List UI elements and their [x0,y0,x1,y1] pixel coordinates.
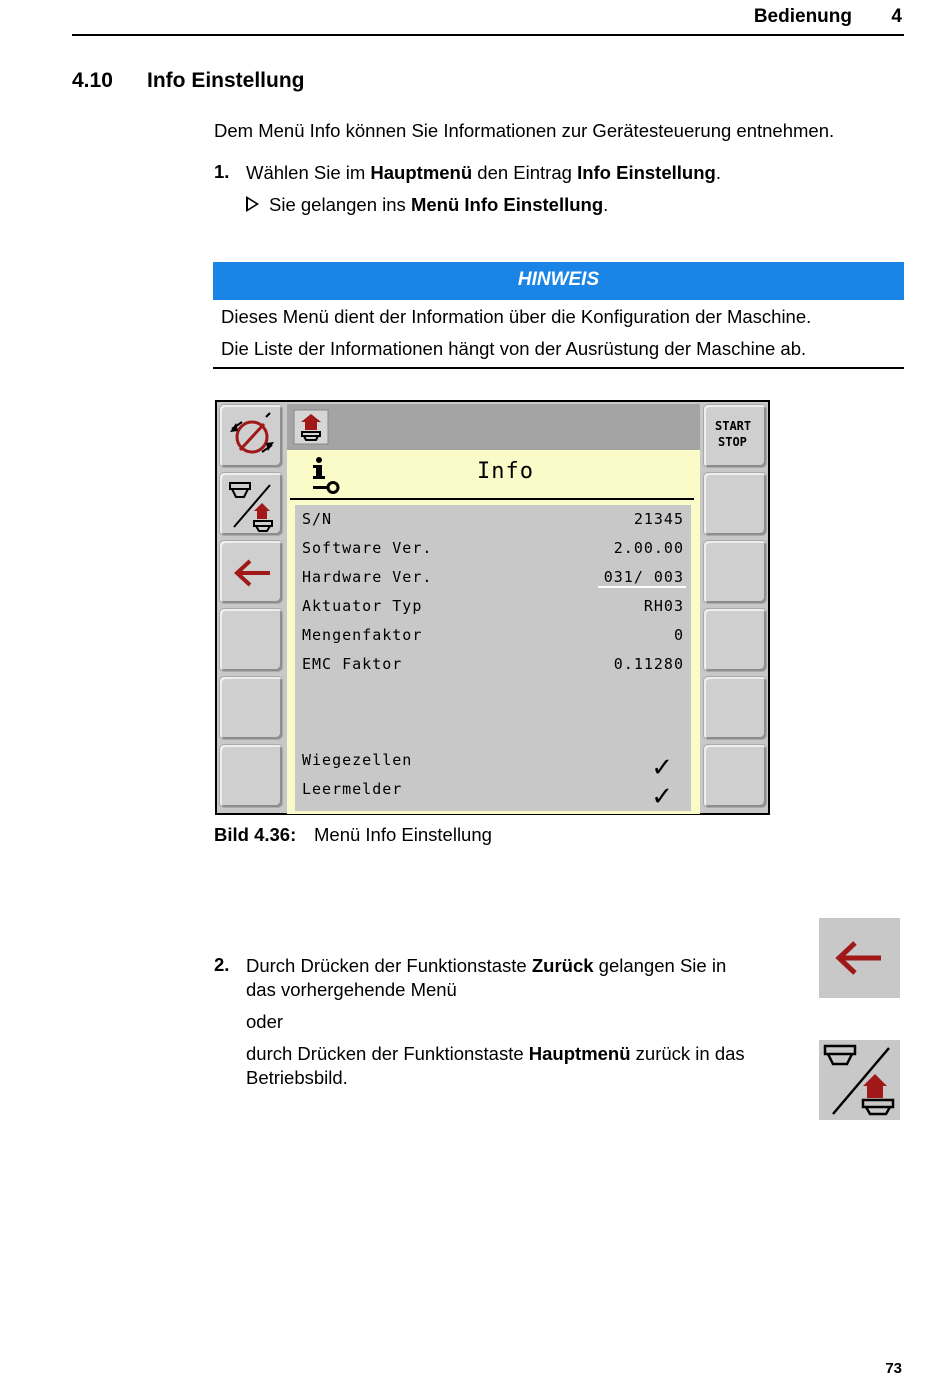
main-menu-key[interactable] [219,472,283,536]
spread-disc-key[interactable] [219,404,283,468]
figure-caption: Menü Info Einstellung [314,824,492,845]
empty-key-left-5[interactable] [219,676,283,740]
bold-run: Menü Info Einstellung [410,194,604,215]
notice-line-2: Die Liste der Informationen hängt von der Ausrüstung der Maschine ab. [221,338,807,359]
empty-key-right-2[interactable] [703,472,767,536]
info-wrench-icon [307,454,347,498]
start-label: START [715,419,752,433]
check-mark-icon: ✓ [651,782,673,812]
back-key-icon [819,918,900,998]
spread-disc-icon [220,405,284,469]
running-header [72,4,904,36]
section-number: 4.10 [72,69,113,92]
intro-paragraph: Dem Menü Info können Sie Informationen zur Gerätesteuerung entnehmen. [214,120,835,141]
figure-label: Bild 4.36: [214,824,297,845]
row-label: EMC Faktor [302,655,403,673]
result-triangle-icon [246,196,259,212]
bold-run: Zurück [531,955,594,976]
notice-divider [213,367,904,369]
row-value: 21345 [633,510,684,528]
text-run: Sie gelangen ins [269,194,411,215]
step-2-or: oder [246,1011,284,1032]
step-2-text-line-2: das vorhergehende Menü [246,979,457,1000]
row-label: Hardware Ver. [302,568,433,586]
row-value: 2.00.00 [613,539,684,557]
row-value: 031/ 003 [603,568,684,586]
main-menu-key-icon [819,1040,900,1120]
empty-key-left-4[interactable] [219,608,283,672]
step-2-number: 2. [214,954,230,975]
empty-key-left-6[interactable] [219,744,283,808]
step-2-text-line-4 [246,1042,745,1066]
text-run: durch Drücken der Funktionstaste [246,1043,529,1064]
bold-run: Hauptmenü [370,162,473,183]
check-mark-icon: ✓ [651,753,673,783]
check-label: Wiegezellen [302,751,413,769]
empty-key-right-3[interactable] [703,540,767,604]
text-run: gelangen Sie in [593,955,727,976]
text-run: zurück in das [630,1043,745,1064]
value-underline [598,586,686,588]
text-run: . [715,162,721,183]
empty-key-right-4[interactable] [703,608,767,672]
notice-line-1: Dieses Menü dient der Information über die Konfiguration der Maschine. [221,306,812,327]
row-label: Mengenfaktor [302,626,423,644]
check-label: Leermelder [302,780,403,798]
section-title: Info Einstellung [147,69,305,92]
row-label: S/N [302,510,333,528]
text-run: Wählen Sie im [246,162,371,183]
text-run: Durch Drücken der Funktionstaste [246,955,532,976]
step-2-text-line-5: Betriebsbild. [246,1067,348,1088]
step-1-number: 1. [214,161,230,182]
bold-run: Info Einstellung [577,162,716,183]
row-label: Software Ver. [302,539,433,557]
screen-title: Info [477,459,534,484]
back-arrow-icon [220,541,284,605]
step-1-text [246,161,721,185]
step-1-result [246,193,608,217]
stop-label: STOP [718,435,747,449]
text-run: den Eintrag [472,162,578,183]
row-label: Aktuator Typ [302,597,423,615]
back-key[interactable] [219,540,283,604]
page-number: 73 [885,1360,902,1377]
main-menu-icon [220,473,284,537]
screen-header [287,450,700,502]
step-2-text-line-1 [246,954,726,978]
header-section: Bedienung [753,6,852,27]
empty-key-right-6[interactable] [703,744,767,808]
row-value: 0 [673,626,684,644]
text-run: . [603,194,609,215]
main-menu-icon [819,1040,900,1120]
row-value: RH03 [643,597,684,615]
row-value: 0.11280 [613,655,684,673]
home-icon [293,409,329,445]
info-list [295,505,691,811]
start-stop-key[interactable] [703,404,767,468]
empty-key-right-5[interactable] [703,676,767,740]
header-chapter: 4 [891,6,902,27]
terminal-screen [215,400,770,815]
screen-header-divider [290,498,694,500]
back-arrow-icon [819,918,900,998]
bold-run: Hauptmenü [528,1043,631,1064]
notice-title: HINWEIS [213,262,904,300]
screen-status-bar [287,404,700,450]
